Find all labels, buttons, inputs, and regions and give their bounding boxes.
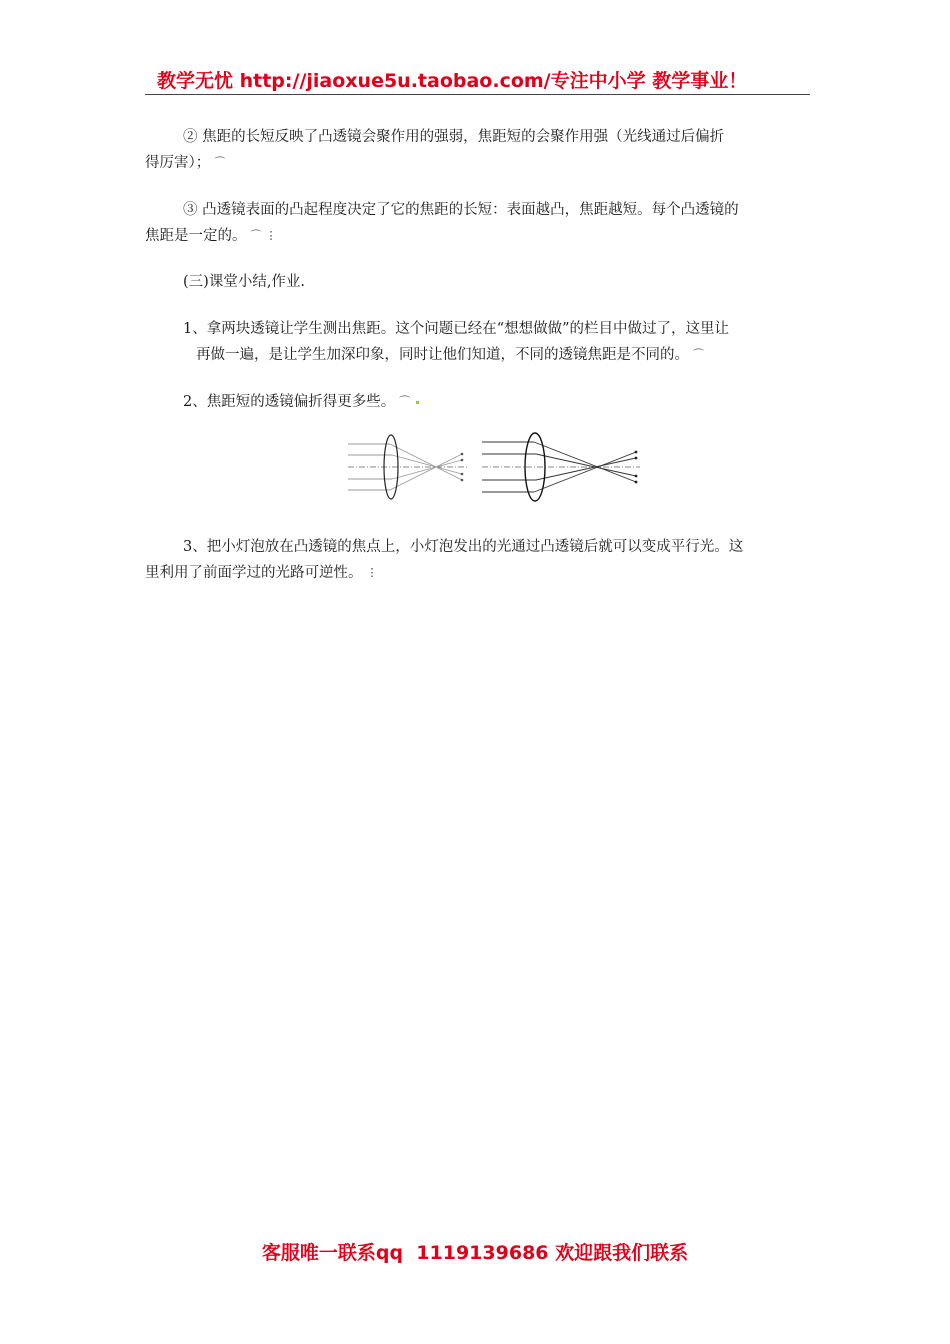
edit-mark-icon: ⌒ [399,395,411,408]
text: 焦距是一定的。 [145,228,247,244]
item-3-line2 [145,560,378,586]
footer-text: 客服唯一联系qq 1119139686 欢迎跟我们联系 [261,1242,689,1264]
item-3-line1 [183,534,743,560]
page-header [145,64,810,95]
lens-diagram-short-focal [482,433,640,501]
lens-diagram-long-focal [348,435,468,499]
text: 2、焦距短的透镜偏折得更多些。 [183,394,396,410]
edit-dots-icon: ⋮ [366,566,378,579]
text: 得厉害）； [145,155,211,171]
dot-marker [416,401,419,404]
edit-mark-icon: ⌒ [250,229,262,242]
text: 再做一遍，是让学生加深印象，同时让他们知道，不同的透镜焦距是不同的。 [196,347,689,363]
text: ③ 凸透镜表面的凸起程度决定了它的焦距的长短：表面越凸，焦距越短。每个凸透镜的 [183,202,739,218]
edit-mark-icon: ⌒ [214,156,226,169]
paragraph-convexity-line1 [183,197,739,223]
item-1-line2 [196,342,704,368]
paragraph-focal-strength-line2 [145,150,225,176]
edit-mark-icon: ⌒ [693,348,704,361]
section-heading-summary [183,269,305,295]
lens-focal-diagram [344,432,644,504]
edit-dots-icon: ⋮ [265,229,277,242]
header-text: 教学无忧 http://jiaoxue5u.taobao.com/专注中小学 教学事业！ [157,70,748,92]
text: 3、把小灯泡放在凸透镜的焦点上，小灯泡发出的光通过凸透镜后就可以变成平行光。这 [183,539,744,555]
page-footer [0,1238,950,1265]
text: ② 焦距的长短反映了凸透镜会聚作用的强弱，焦距短的会聚作用强（光线通过后偏折 [183,129,725,145]
item-2 [183,389,419,415]
item-1-line1 [183,316,729,342]
text: 1、拿两块透镜让学生测出焦距。这个问题已经在“想想做做”的栏目中做过了，这里让 [183,321,730,337]
paragraph-focal-strength-line1 [183,124,724,150]
text: 里利用了前面学过的光路可逆性。 [145,565,363,581]
text: (三)课堂小结,作业. [183,274,306,290]
paragraph-convexity-line2 [145,223,277,249]
